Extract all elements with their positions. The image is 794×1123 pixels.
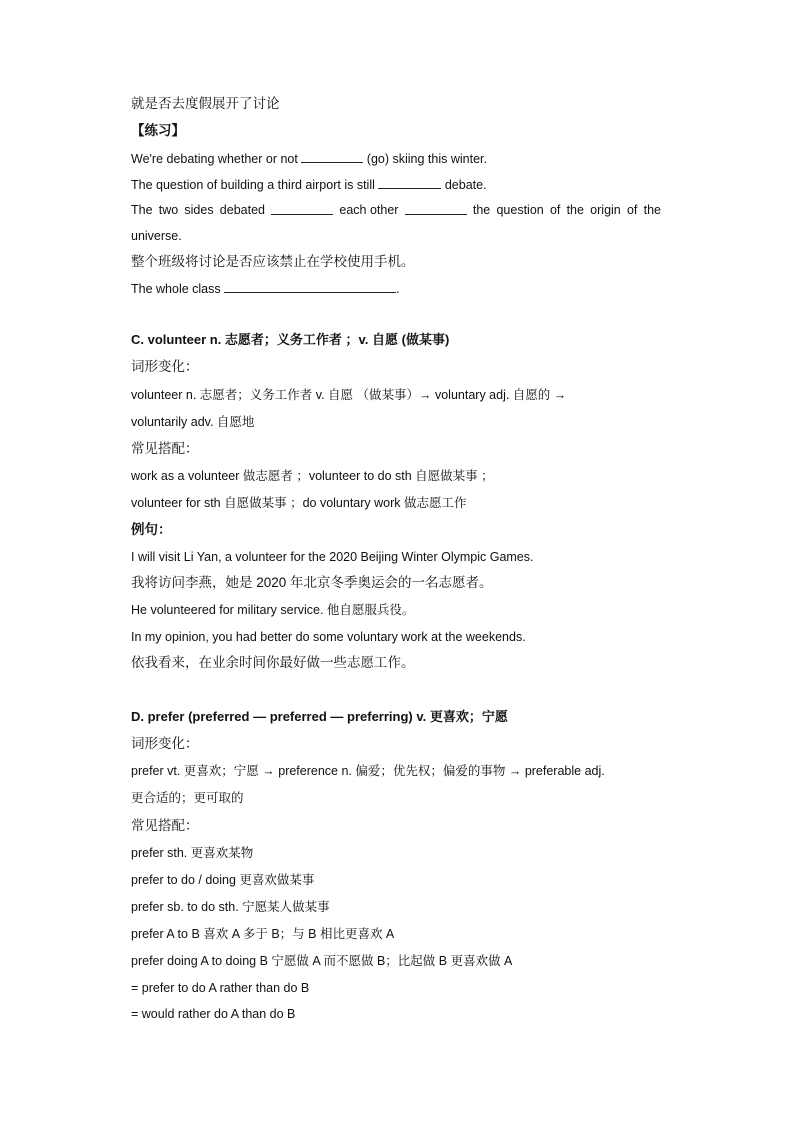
- q3-blank-1[interactable]: [271, 202, 333, 215]
- q1-text-pre: We're debating whether or not: [131, 152, 302, 166]
- q3-word: debated: [219, 203, 265, 217]
- section-c-example3-zh: 依我看来，在业余时间你最好做一些志愿工作。: [131, 655, 415, 670]
- section-c-example2: He volunteered for military service. 他自愿服兵役。: [131, 603, 415, 617]
- q2-blank[interactable]: [378, 176, 441, 189]
- q3-word: two: [158, 203, 179, 217]
- practice-q1: [131, 150, 487, 167]
- practice-header: 【练习】: [131, 123, 185, 138]
- q4-text-pre: The whole class: [131, 282, 225, 296]
- section-c-example3-en: In my opinion, you had better do some voluntary work at the weekends.: [131, 630, 526, 644]
- intro-text: 就是否去度假展开了讨论: [131, 96, 280, 111]
- section-c-forms-line2: voluntarily adv. 自愿地: [131, 415, 255, 429]
- q3-word: each other: [339, 203, 399, 217]
- section-d-header: D. prefer (preferred — preferred — preferring) v. 更喜欢；宁愿: [131, 709, 508, 724]
- q3-word: the: [643, 203, 661, 217]
- q3-word: the: [472, 203, 491, 217]
- section-d-collocation-2: prefer to do / doing 更喜欢做某事: [131, 873, 315, 887]
- q3-word: origin: [590, 203, 621, 217]
- q3-word: sides: [184, 203, 214, 217]
- q3-word: the: [566, 203, 584, 217]
- practice-q4-chinese: 整个班级将讨论是否应该禁止在学校使用手机。: [131, 254, 415, 269]
- section-d-collocations-label: 常见搭配：: [131, 818, 199, 833]
- section-c-collocation-line2: volunteer for sth 自愿做某事 ；do voluntary work 做志愿工作: [131, 496, 467, 510]
- practice-q3-line2: universe.: [131, 229, 182, 243]
- section-d-collocation-3: prefer sb. to do sth. 宁愿某人做某事: [131, 900, 330, 914]
- section-c-forms-line1: volunteer n. 志愿者；义务工作者 v. 自愿 （做某事）→ voluntary adj. 自愿的 →: [131, 388, 567, 402]
- section-c-example1-zh: 我将访问李燕，她是 2020 年北京冬季奥运会的一名志愿者。: [131, 575, 493, 590]
- q1-text-post: (go) skiing this winter.: [363, 152, 487, 166]
- q3-word: of: [549, 203, 561, 217]
- section-d-forms-line2: 更合适的；更可取的: [131, 791, 244, 805]
- section-c-collocations-label: 常见搭配：: [131, 441, 199, 456]
- section-c-example1-en: I will visit Li Yan, a volunteer for the 2020 Beijing Winter Olympic Games.: [131, 550, 534, 564]
- section-d-collocation-7: = would rather do A than do B: [131, 1007, 296, 1021]
- section-c-collocation-line1: work as a volunteer 做志愿者 ；volunteer to do sth 自愿做某事 ；: [131, 469, 494, 483]
- q2-text-pre: The question of building a third airport is still: [131, 178, 379, 192]
- q4-text-post: .: [396, 282, 400, 296]
- q3-word: question: [496, 203, 544, 217]
- q4-blank[interactable]: [224, 280, 396, 293]
- q3-word: The: [131, 203, 153, 217]
- practice-q4: [131, 280, 400, 297]
- section-c-forms-label: 词形变化：: [131, 359, 199, 374]
- section-d-collocation-1: prefer sth. 更喜欢某物: [131, 846, 254, 860]
- section-c-header: C. volunteer n. 志愿者；义务工作者 ；v. 自愿 (做某事): [131, 332, 450, 347]
- section-d-collocation-4: prefer A to B 喜欢 A 多于 B；与 B 相比更喜欢 A: [131, 927, 395, 941]
- q2-text-post: debate.: [441, 178, 487, 192]
- section-c-example-label: 例句：: [131, 522, 172, 537]
- practice-q2: [131, 176, 487, 193]
- q1-blank[interactable]: [301, 150, 363, 163]
- section-d-forms-line1: prefer vt. 更喜欢；宁愿 → preference n. 偏爱；优先权；偏爱的事物 → preferable adj.: [131, 764, 605, 778]
- q3-blank-2[interactable]: [405, 202, 467, 215]
- q3-word: of: [626, 203, 638, 217]
- section-d-forms-label: 词形变化：: [131, 736, 199, 751]
- section-d-collocation-6: = prefer to do A rather than do B: [131, 981, 310, 995]
- section-d-collocation-5: prefer doing A to doing B 宁愿做 A 而不愿做 B；比起做 B 更喜欢做 A: [131, 954, 513, 968]
- practice-q3: [131, 202, 661, 218]
